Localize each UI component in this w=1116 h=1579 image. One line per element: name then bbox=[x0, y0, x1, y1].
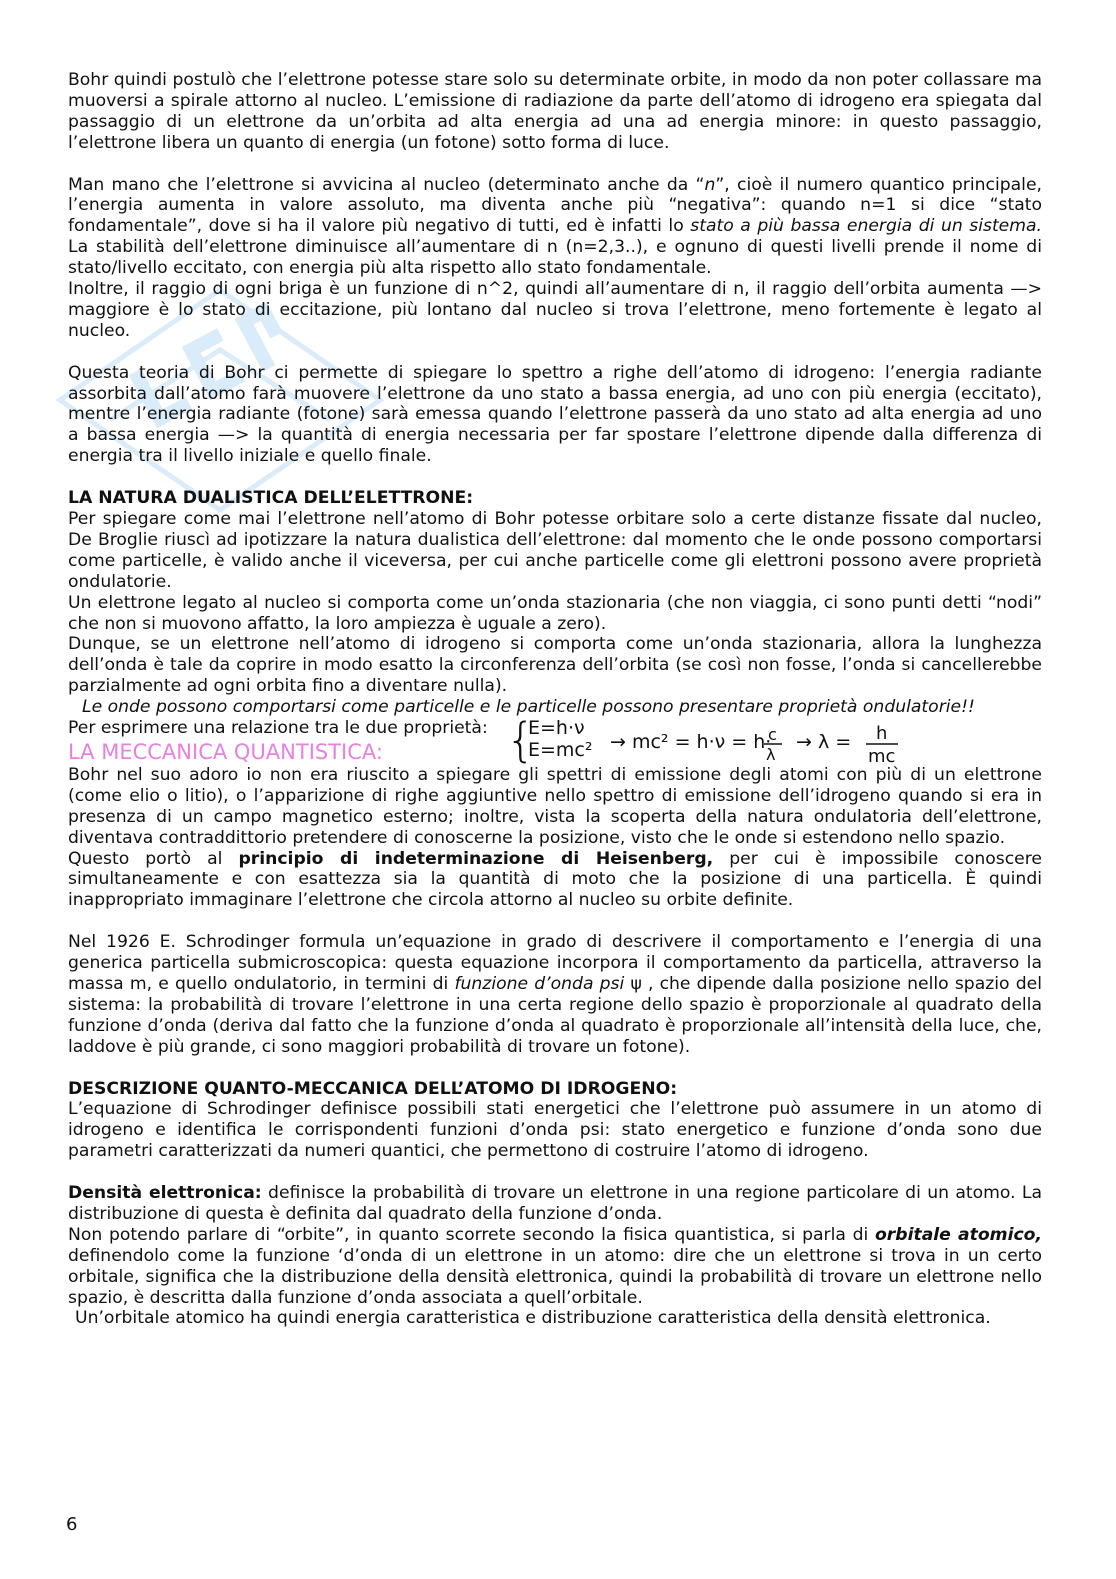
svg-text:→ λ =: → λ = bbox=[796, 731, 852, 754]
svg-text:→ mc² = h·ν = h·: → mc² = h·ν = h· bbox=[610, 731, 772, 754]
paragraph: Un elettrone legato al nucleo si comporta come un’onda stazionaria (che non viaggia, ci sono punti detti “nodi” che non si muovono affatto, la loro ampiezza è uguale a zero). bbox=[68, 592, 1042, 634]
paragraph: Un’orbitale atomico ha quindi energia caratteristica e distribuzione caratteristica della densità elettronica. bbox=[75, 1308, 991, 1329]
paragraph: Non potendo parlare di “orbite”, in quanto scorrete secondo la fisica quantistica, si parla di orbitale atomico, definendolo come la funzione ‘d’onda di un elettrone in un atomo: dire che un elettrone si trova in un certo orbitale, significa che la distribuzione della densità elettronica, quindi la probabilità di trovare un elettrone nello spazio, è descritta dalla funzione d’onda associata a quell’orbitale. bbox=[68, 1224, 1042, 1308]
highlighted-statement: Le onde possono comportarsi come particelle e le particelle possono presentare proprietà ondulatorie!! bbox=[82, 697, 975, 718]
handwritten-formula bbox=[506, 712, 906, 768]
svg-text:E=mc²: E=mc² bbox=[528, 739, 593, 762]
svg-text:{: { bbox=[506, 713, 536, 768]
section-heading-colored: LA MECCANICA QUANTISTICA: bbox=[68, 739, 383, 764]
page-content bbox=[68, 70, 1042, 1329]
svg-text:λ: λ bbox=[766, 745, 776, 765]
paragraph: Densità elettronica: definisce la probabilità di trovare un elettrone in una regione particolare di un atomo. La distribuzione di questa è definita dal quadrato della funzione d’onda. bbox=[68, 1183, 1043, 1224]
paragraph: Inoltre, il raggio di ogni briga è un funzione di n^2, quindi all’aumentare di n, il raggio dell’orbita aumenta —> maggiore è lo stato di eccitazione, più lontano dal nucleo si trova l’elettrone, meno fortemente è legato al nucleo. bbox=[68, 279, 1042, 341]
page-number: 6 bbox=[66, 1514, 78, 1535]
paragraph: Per spiegare come mai l’elettrone nell’atomo di Bohr potesse orbitare solo a certe distanze fissate dal nucleo, De Broglie riuscì ad ipotizzare la natura dualistica dell’elettrone: dal momento che le onde possono comportarsi come particelle, è valido anche il viceversa, per cui anche particelle come gli elettroni possono avere proprietà ondulatorie. bbox=[68, 508, 1042, 592]
paragraph: Questa teoria di Bohr ci permette di spiegare lo spettro a righe dell’atomo di idrogeno: l’energia radiante assorbita dall’atomo farà muovere l’elettrone da uno stato a bassa energia, ad uno con più energia (eccitato), mentre l’energia radiante (fotone) sarà emessa quando l’elettrone passerà da uno stato ad alta energia ad uno a bassa energia —> la quantità di energia necessaria per far spostare l’elettrone dipende dalla differenza di energia tra il livello iniziale e quello finale. bbox=[68, 362, 1042, 467]
svg-text:mc: mc bbox=[868, 746, 896, 768]
paragraph: Bohr nel suo adoro io non era riuscito a spiegare gli spettri di emissione degli atomi con più di un elettrone (come elio o litio), o l’apparizione di righe aggiuntive nello spettro di emissione dell’idrogeno quando si era in presenza di un campo magnetico esterno; inoltre, vista la scoperta della natura ondulatoria dell’elettrone, diventava contraddittorio pretendere di conoscerne la posizione, visto che le onde si estendono nello spazio. bbox=[68, 764, 1042, 848]
paragraph: Nel 1926 E. Schrodinger formula un’equazione in grado di descrivere il comportamento e l’energia di una generica particella submicroscopica: questa equazione incorpora il comportamento da particella, attraverso la massa m, e quello ondulatorio, in termini di funzione d’onda psi ψ , che dipende dalla posizione nello spazio del sistema: la probabilità di trovare l’elettrone in una certa regione dello spazio è proporzionale al quadrato della funzione d’onda (deriva dal fatto che la funzione d’onda al quadrato è proporzionale all’intensità della luce, che, laddove è più grande, ci sono maggiori probabilità di trovare un fotone). bbox=[68, 932, 1042, 1057]
section-heading: DESCRIZIONE QUANTO-MECCANICA DELL’ATOMO DI IDROGENO: bbox=[68, 1078, 678, 1099]
paragraph: Per esprimere una relazione tra le due proprietà: bbox=[68, 718, 488, 739]
paragraph: Bohr quindi postulò che l’elettrone potesse stare solo su determinate orbite, in modo da non poter collassare ma muoversi a spirale attorno al nucleo. L’emissione di radiazione da parte dell’atomo di idrogeno era spiegata dal passaggio di un elettrone da un’orbita ad alta energia ad una ad energia minore: in questo passaggio, l’elettrone libera un quanto di energia (un fotone) sotto forma di luce. bbox=[68, 70, 1042, 153]
paragraph: Man mano che l’elettrone si avvicina al nucleo (determinato anche da “n”, cioè il numero quantico principale, l’energia aumenta in valore assoluto, ma diventa anche più “negativa”: quando n=1 si dice “stato fondamentale”, dove si ha il valore più negativo di tutti, ed è infatti lo stato a più bassa energia di un sistema. La stabilità dell’elettrone diminuisce all’aumentare di n (n=2,3..), e ognuno di questi livelli prende il nome di stato/livello eccitato, con energia più alta rispetto allo stato fondamentale. bbox=[68, 174, 1042, 279]
paragraph: L’equazione di Schrodinger definisce possibili stati energetici che l’elettrone può assumere in un atomo di idrogeno e identifica le corrispondenti funzioni d’onda psi: stato energetico e funzione d’onda sono due parametri caratterizzati da numeri quantici, che permettono di costruire l’atomo di idrogeno. bbox=[68, 1099, 1042, 1162]
svg-text:c: c bbox=[768, 725, 777, 745]
svg-text:h: h bbox=[876, 723, 888, 745]
paragraph: Questo portò al principio di indeterminazione di Heisenberg, per cui è impossibile conoscere simultaneamente e con esattezza sia la quantità di moto che la posizione di una particella. È quindi inappropriato immaginare l’elettrone che circola attorno al nucleo su orbite definite. bbox=[68, 848, 1042, 911]
section-heading: LA NATURA DUALISTICA DELL’ELETTRONE: bbox=[68, 488, 474, 509]
svg-text:E=h·ν: E=h·ν bbox=[528, 717, 585, 740]
paragraph: Dunque, se un elettrone nell’atomo di idrogeno si comporta come un’onda stazionaria, allora la lunghezza dell’onda è tale da coprire in modo esatto la circonferenza dell’orbita (se così non fosse, l’onda si cancellerebbe parzialmente ad ogni orbita fino a diventare nulla). bbox=[68, 634, 1042, 697]
